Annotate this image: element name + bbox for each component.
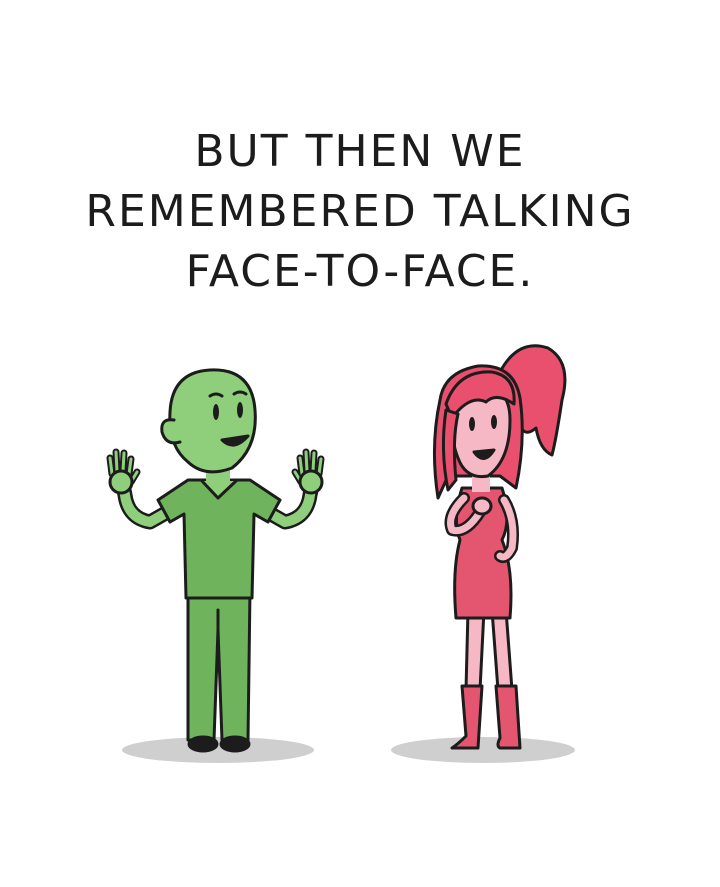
pink-woman-shadow: [391, 737, 575, 763]
caption-line-1: BUT THEN WE: [194, 126, 526, 177]
caption-line-3: FACE-TO-FACE.: [185, 246, 535, 297]
green-man-shadow: [122, 737, 314, 763]
pink-woman-figure-icon: [434, 346, 564, 748]
green-man-figure-icon: [110, 370, 322, 751]
caption-line-2: REMEMBERED TALKING: [85, 186, 635, 237]
